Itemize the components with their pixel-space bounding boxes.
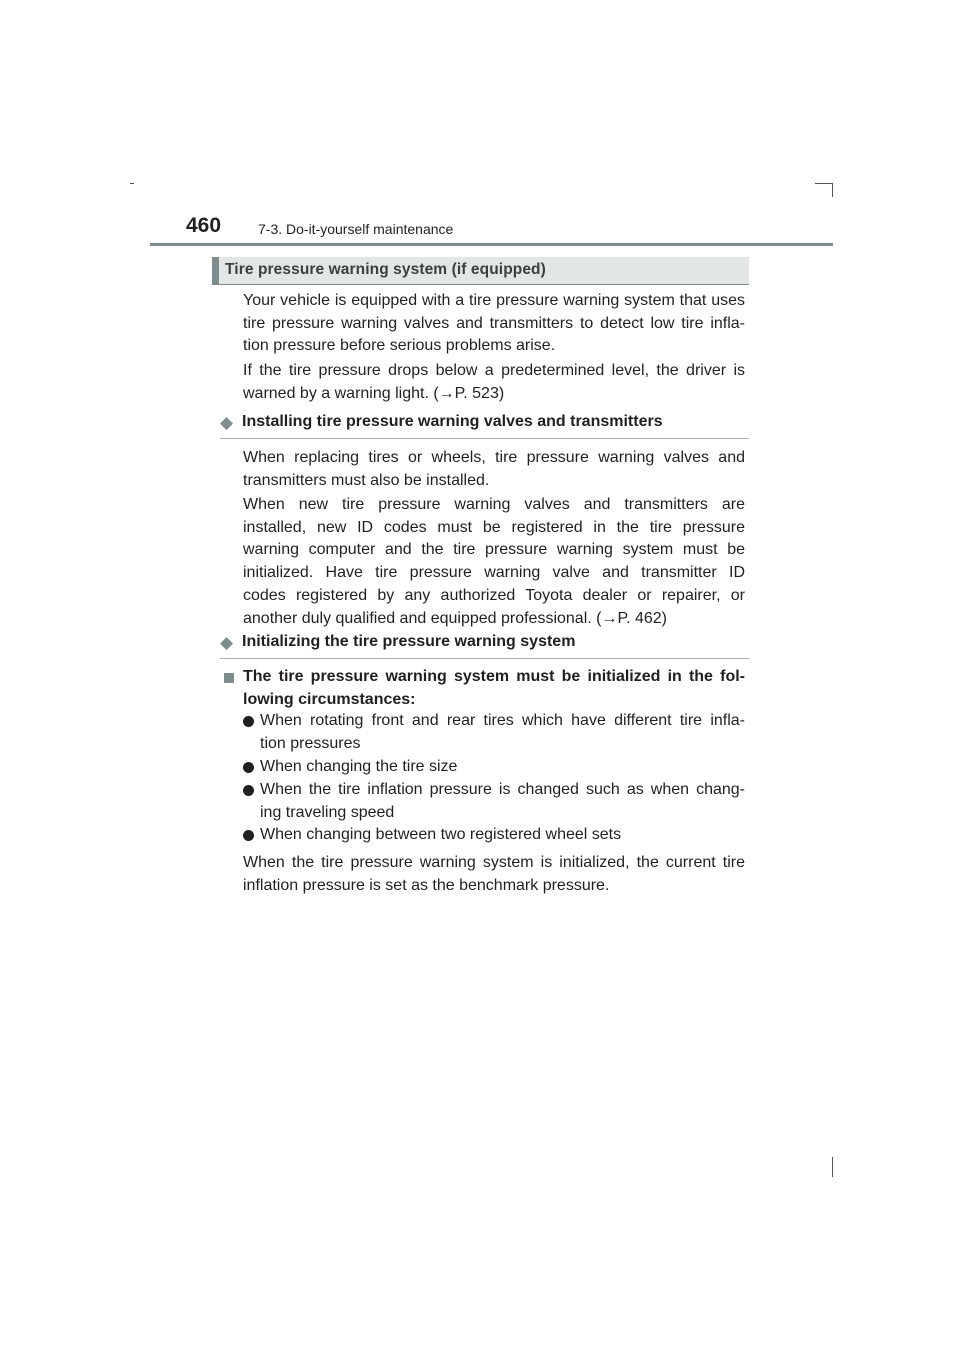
diamond-icon: ◆ xyxy=(220,633,234,652)
installing-line: installed, new ID codes must be registered in the tire pressure xyxy=(243,518,745,536)
installing-paragraph-2 xyxy=(243,494,745,630)
subheading-initializing-text: Initializing the tire pressure warning system xyxy=(242,633,576,650)
crop-mark-top-right-h xyxy=(815,183,833,184)
bullet-item xyxy=(260,710,745,755)
closing-line: When the tire pressure warning system is initialized, the current tire xyxy=(243,854,745,871)
warning-paragraph xyxy=(243,360,745,405)
bullet-dot-icon xyxy=(243,830,254,841)
intro-line: tire pressure warning valves and transmitters to detect low tire infla- xyxy=(243,314,745,332)
bullet-item xyxy=(260,824,745,847)
intro-paragraph xyxy=(243,290,745,358)
subheading-initializing xyxy=(220,632,749,659)
intro-line: Your vehicle is equipped with a tire pressure warning system that uses xyxy=(243,292,745,309)
installing-line: When new tire pressure warning valves and transmitters are xyxy=(243,496,745,513)
bullet-line: ing traveling speed xyxy=(260,803,395,821)
initializing-subheading-line: The tire pressure warning system must be initialized in the fol- xyxy=(243,668,745,685)
subheading-installing-text: Installing tire pressure warning valves and transmitters xyxy=(242,413,663,430)
installing-line: warning computer and the tire pressure warning system must be xyxy=(243,541,745,559)
installing-line: codes registered by any authorized Toyota dealer or repairer, or xyxy=(243,586,745,604)
bullet-line: tion pressures xyxy=(260,734,361,752)
installing-line: When replacing tires or wheels, tire pressure warning valves and xyxy=(243,449,745,466)
installing-line: another duly qualified and equipped professional. (→P. 462) xyxy=(243,609,667,627)
bullet-line: When changing the tire size xyxy=(260,758,458,775)
warning-line: If the tire pressure drops below a predetermined level, the driver is xyxy=(243,362,745,379)
square-bullet-icon xyxy=(224,673,234,683)
crop-mark-bottom-right xyxy=(832,1157,833,1177)
bullet-dot-icon xyxy=(243,716,254,727)
closing-line: inflation pressure is set as the benchmark pressure. xyxy=(243,876,610,894)
crop-mark-top-right-v xyxy=(832,183,833,197)
intro-line: tion pressure before serious problems arise. xyxy=(243,337,556,355)
bullet-line: When changing between two registered wheel sets xyxy=(260,826,622,843)
running-head: 7-3. Do-it-yourself maintenance xyxy=(258,221,454,237)
initializing-subheading xyxy=(243,666,745,711)
initializing-subheading-line: lowing circumstances: xyxy=(243,690,416,708)
bullet-item xyxy=(260,779,745,824)
section-title-bar xyxy=(212,257,749,285)
diamond-icon: ◆ xyxy=(220,413,234,432)
header-rule xyxy=(150,243,833,246)
bullet-line: When rotating front and rear tires which have different tire infla- xyxy=(260,712,745,729)
page-number: 460 xyxy=(186,214,222,237)
closing-paragraph xyxy=(243,852,745,897)
installing-paragraph-1 xyxy=(243,447,745,492)
bullet-line: When the tire inflation pressure is changed such as when chang- xyxy=(260,781,745,798)
installing-line: transmitters must also be installed. xyxy=(243,471,490,489)
bullet-dot-icon xyxy=(243,762,254,773)
installing-line: initialized. Have tire pressure warning valve and transmitter ID xyxy=(243,564,745,582)
section-title: Tire pressure warning system (if equipped) xyxy=(225,261,546,278)
bullet-dot-icon xyxy=(243,785,254,796)
subheading-installing xyxy=(220,412,749,439)
crop-mark-top-left xyxy=(130,183,134,184)
bullet-item xyxy=(260,756,745,779)
warning-line: warned by a warning light. (→P. 523) xyxy=(243,384,505,402)
section-bar-accent xyxy=(212,257,219,284)
